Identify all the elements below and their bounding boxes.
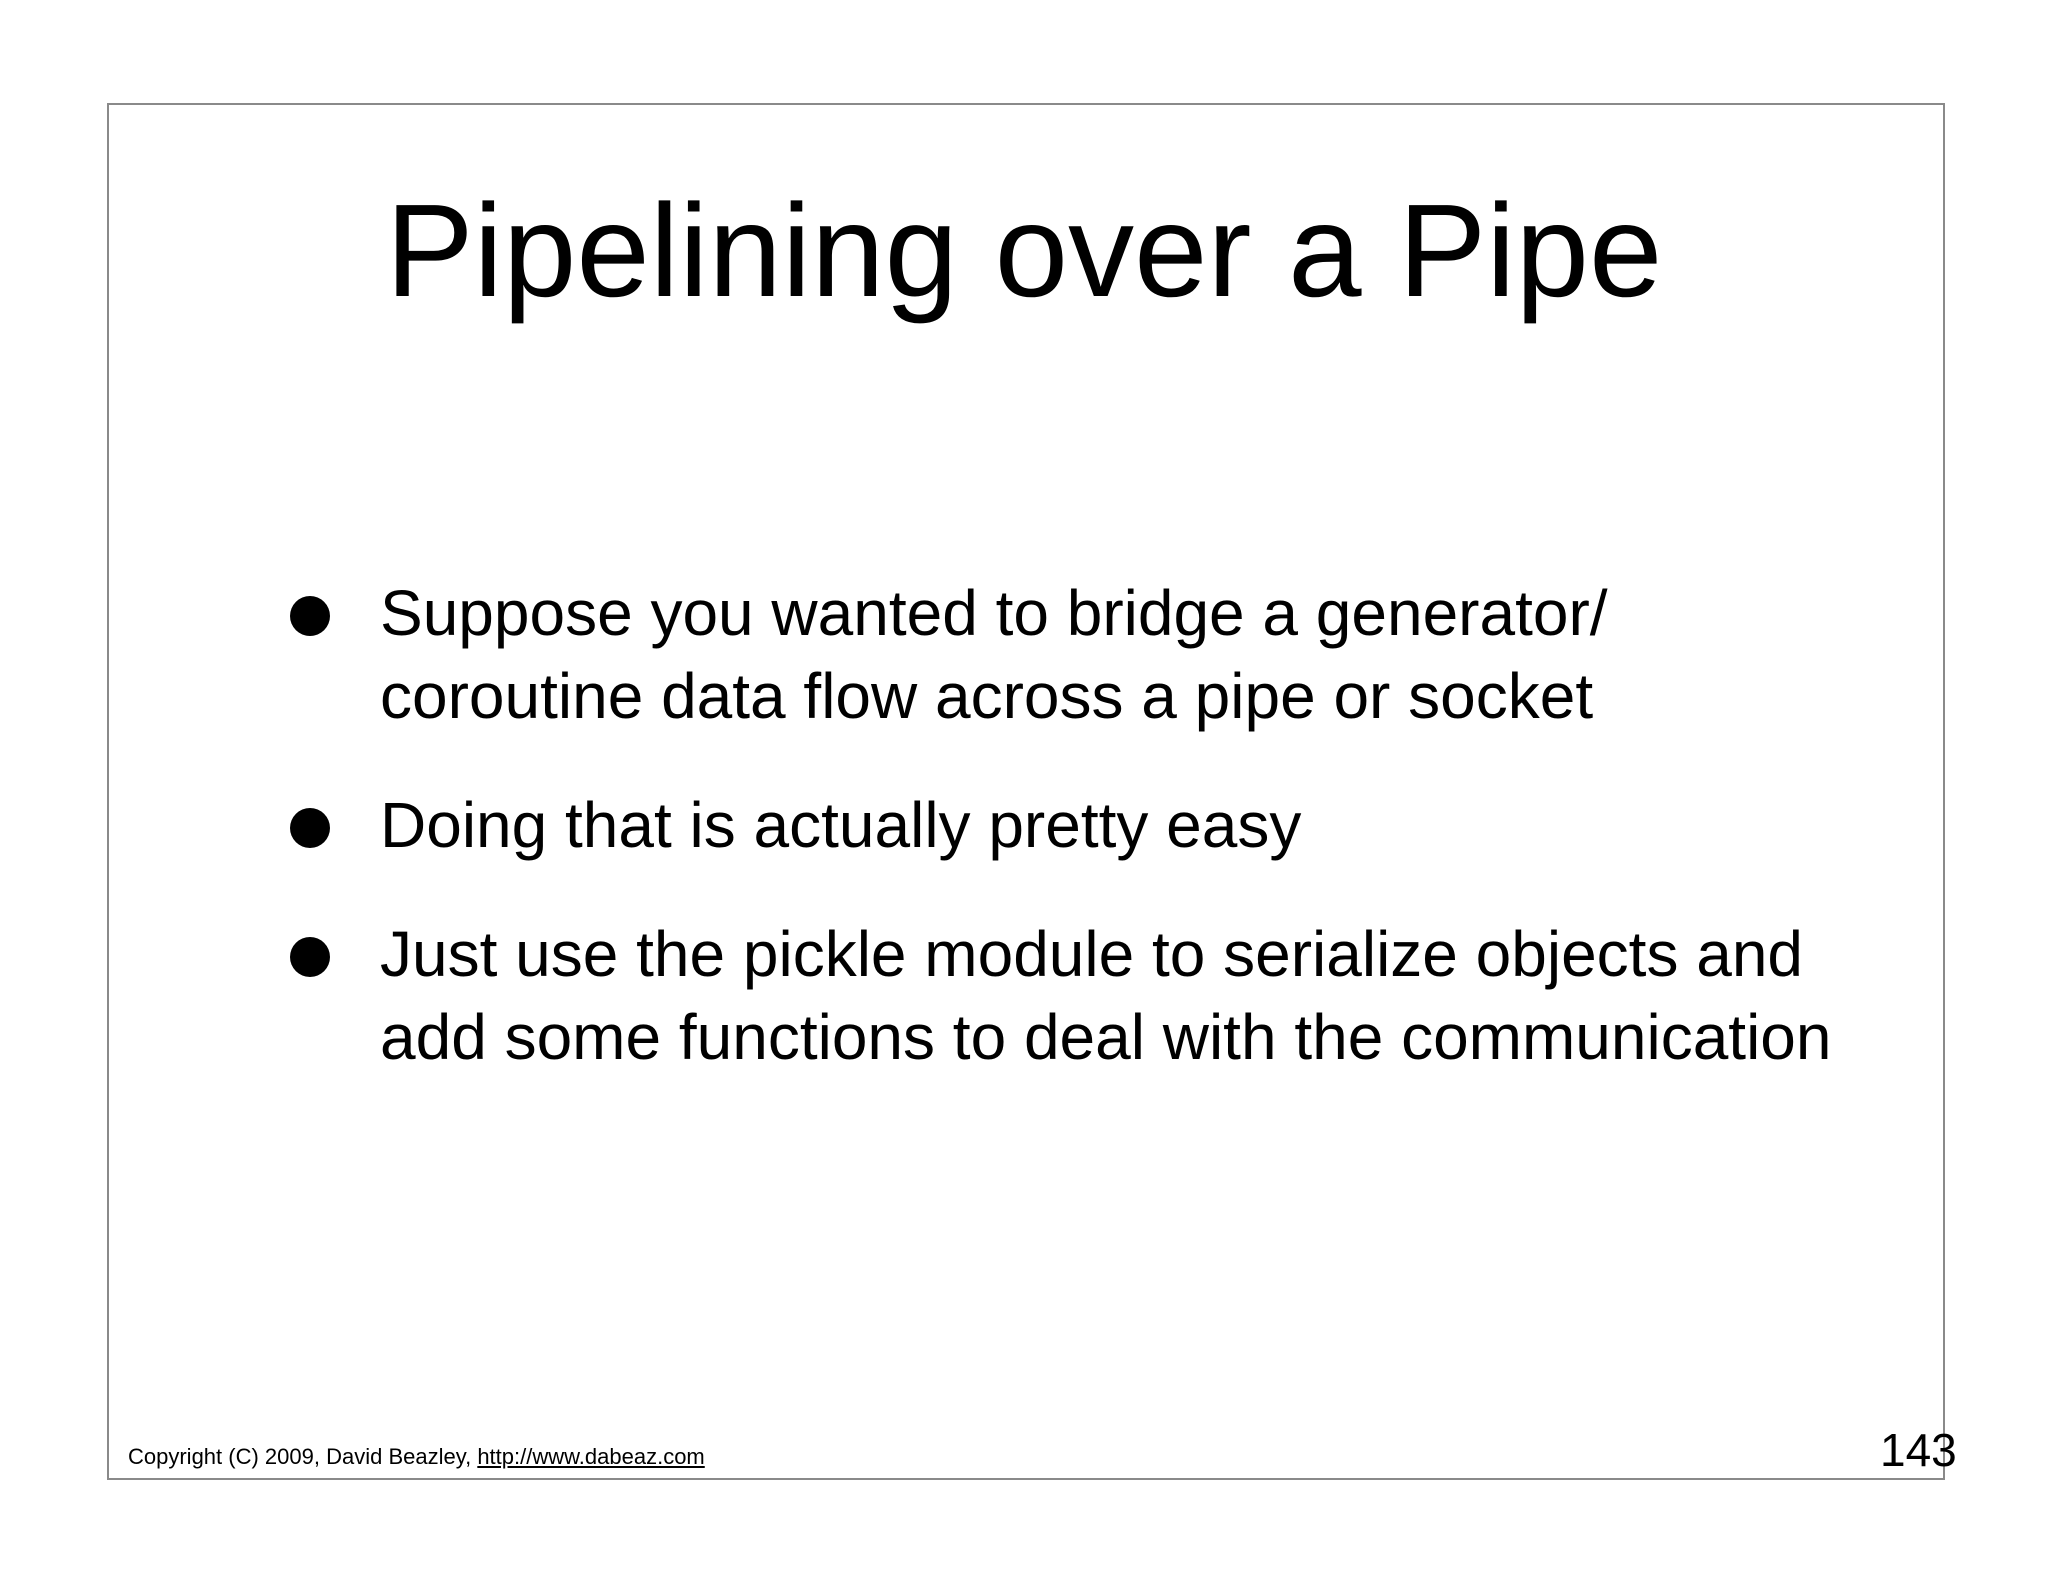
bullet-list bbox=[290, 572, 1850, 1125]
bullet-dot-icon bbox=[290, 937, 330, 977]
bullet-dot-icon bbox=[290, 808, 330, 848]
bullet-dot-icon bbox=[290, 596, 330, 636]
bullet-text: Suppose you wanted to bridge a generator/ coroutine data flow across a pipe or socket bbox=[380, 577, 1608, 732]
bullet-text: Doing that is actually pretty easy bbox=[380, 789, 1302, 861]
slide-title: Pipelining over a Pipe bbox=[385, 177, 1663, 324]
author-website-link[interactable]: http://www.dabeaz.com bbox=[477, 1444, 705, 1469]
bullet-item bbox=[290, 784, 1850, 867]
copyright-text: Copyright (C) 2009, David Beazley, bbox=[128, 1444, 478, 1469]
bullet-text: Just use the pickle module to serialize objects and add some functions to deal with the communication bbox=[380, 918, 1832, 1073]
footer-copyright bbox=[128, 1443, 705, 1471]
page-number: 143 bbox=[1880, 1424, 1957, 1476]
bullet-item bbox=[290, 572, 1850, 738]
bullet-item bbox=[290, 913, 1850, 1079]
